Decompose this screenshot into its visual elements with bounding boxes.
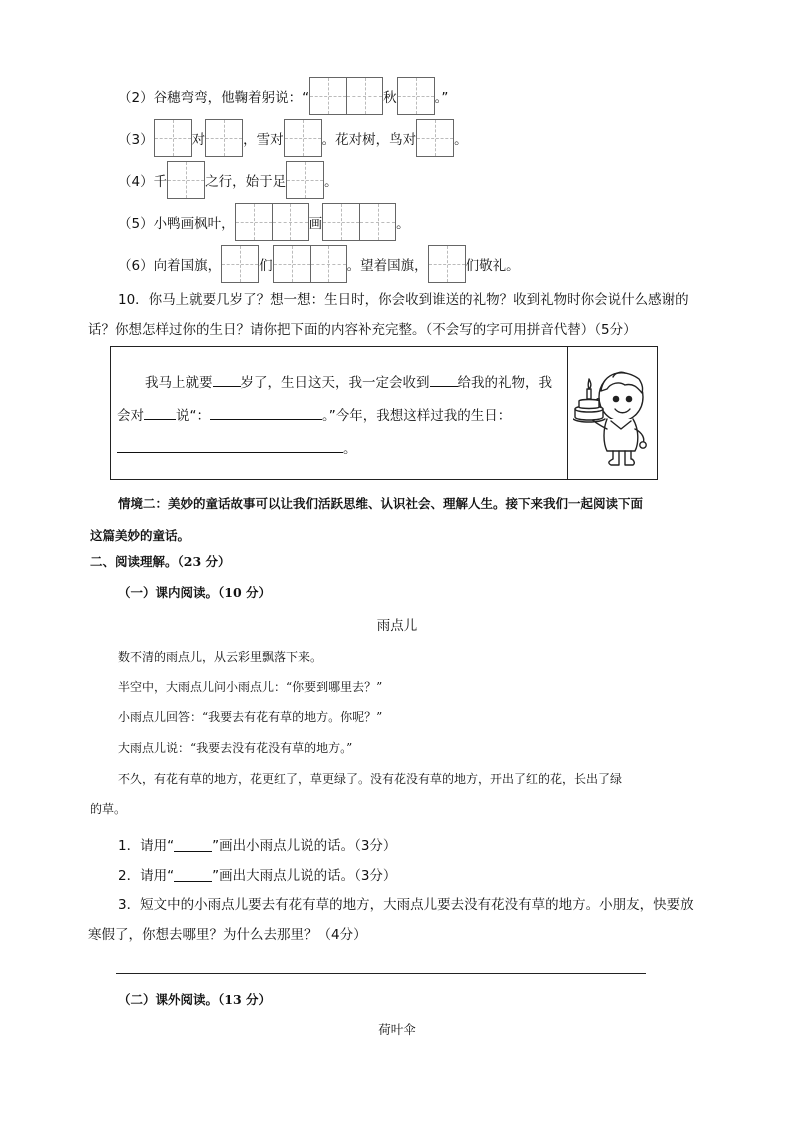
tianzige-box[interactable] bbox=[167, 161, 205, 199]
tianzige-box[interactable] bbox=[322, 203, 396, 241]
tianzige-box[interactable] bbox=[309, 77, 383, 115]
question-1: 1．请用“ ”画出小雨点儿说的话。（3分） bbox=[118, 838, 397, 854]
story-line: 的草。 bbox=[90, 802, 127, 816]
tianzige-box[interactable] bbox=[428, 245, 466, 283]
story-line: 小雨点儿回答：“我要去有花有草的地方。你呢？” bbox=[118, 710, 383, 724]
box-divider bbox=[567, 347, 568, 479]
q9-item4: （4）千 之行，始于足 。 bbox=[118, 161, 338, 199]
answer-line[interactable] bbox=[116, 973, 646, 974]
tianzige-box[interactable] bbox=[284, 119, 322, 157]
story-line: 大雨点儿说：“我要去没有花没有草的地方。” bbox=[118, 741, 353, 755]
tianzige-box[interactable] bbox=[221, 245, 259, 283]
blank-giver[interactable] bbox=[430, 372, 458, 387]
tianzige-box[interactable] bbox=[154, 119, 192, 157]
underline-sample bbox=[174, 837, 212, 852]
blank-plan[interactable] bbox=[117, 438, 343, 453]
part1-title: （一）课内阅读。（10 分） bbox=[118, 585, 271, 600]
tianzige-box[interactable] bbox=[286, 161, 324, 199]
tianzige-box[interactable] bbox=[397, 77, 435, 115]
q9-item5: （5）小鸭画枫叶， 画 。 bbox=[118, 203, 410, 241]
tianzige-box[interactable] bbox=[205, 119, 243, 157]
story-line: 数不清的雨点儿，从云彩里飘落下来。 bbox=[118, 650, 323, 664]
boy-with-cake-illustration bbox=[573, 359, 655, 467]
q10-prompt: 10．你马上就要几岁了？想一想：生日时，你会收到谁送的礼物？收到礼物时你会说什么感谢的 话？你想怎样过你的生日？请你把下面的内容补充完整。（不会写的字可用拼音代替）（5分） bbox=[88, 292, 689, 338]
tianzige-box[interactable] bbox=[235, 203, 309, 241]
blank-age[interactable] bbox=[213, 372, 241, 387]
q9-item2: （2）谷穗弯弯，他鞠着躬说：“ 秋 。” bbox=[118, 77, 448, 115]
q9-item3: （3） 对 ，雪对 。花对树，鸟对 。 bbox=[118, 119, 468, 157]
underline-sample bbox=[174, 867, 212, 882]
scenario2-intro: 情境二：美妙的童话故事可以让我们活跃思维、认识社会、理解人生。接下来我们一起阅读下面 这篇美妙的童话。 bbox=[90, 496, 644, 543]
section2-title: 二、阅读理解。（23 分） bbox=[90, 554, 231, 569]
story-line: 不久，有花有草的地方，花更红了，草更绿了。没有花没有草的地方，开出了红的花，长出了绿 bbox=[118, 772, 623, 786]
birthday-fill-text: 我马上就要 岁了，生日这天，我一定会收到 给我的礼物，我 会对 说“： 。”今年，我想这样过我的生日： 。 bbox=[117, 367, 563, 466]
q9-item6: （6）向着国旗， 们 。望着国旗， 们敬礼。 bbox=[118, 245, 520, 283]
tianzige-box[interactable] bbox=[273, 245, 347, 283]
blank-person[interactable] bbox=[144, 405, 176, 420]
question-2: 2．请用“ ”画出大雨点儿说的话。（3分） bbox=[118, 868, 397, 884]
question-3: 3．短文中的小雨点儿要去有花有草的地方，大雨点儿要去没有花没有草的地方。小朋友，快要放 寒假了，你想去哪里？为什么去那里？（4分） bbox=[88, 897, 694, 943]
part2-title: （二）课外阅读。（13 分） bbox=[118, 992, 271, 1007]
story-line: 半空中，大雨点儿问小雨点儿：“你要到哪里去？” bbox=[118, 680, 383, 694]
blank-thanks[interactable] bbox=[210, 405, 322, 420]
story-title: 雨点儿 bbox=[376, 618, 418, 634]
tianzige-box[interactable] bbox=[416, 119, 454, 157]
birthday-answer-box bbox=[110, 346, 658, 480]
story2-title: 荷叶伞 bbox=[378, 1022, 416, 1037]
